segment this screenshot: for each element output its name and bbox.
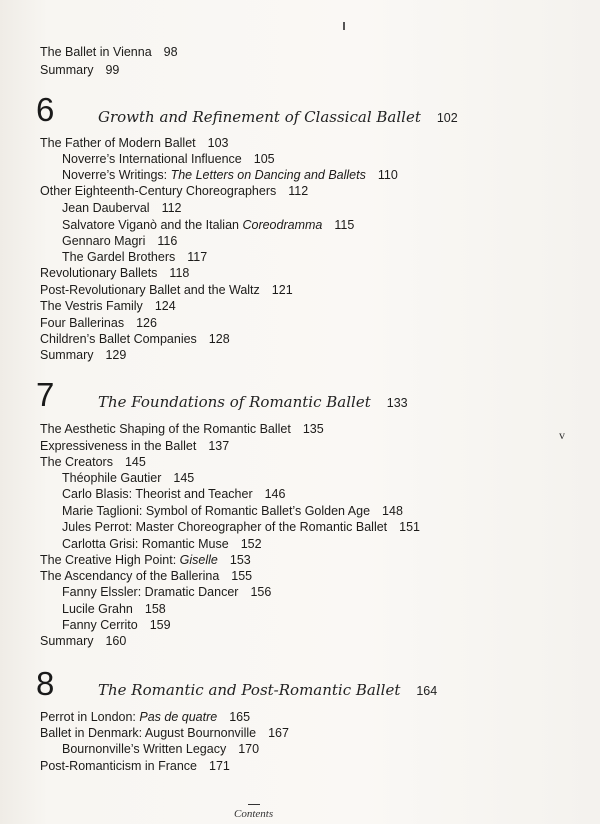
running-footer: Contents — [234, 808, 274, 820]
toc-subentry[interactable]: Noverre’s Writings: The Letters on Dancing and Ballets 110 — [62, 168, 398, 182]
binding-mark — [343, 22, 345, 30]
chapter-title[interactable]: The Romantic and Post-Romantic Ballet 164 — [98, 681, 438, 699]
toc-entry[interactable]: Post-Romanticism in France 171 — [40, 759, 230, 773]
toc-entry[interactable]: Perrot in London: Pas de quatre 165 — [40, 710, 251, 724]
toc-entry[interactable]: The Creative High Point: Giselle 153 — [40, 553, 251, 567]
toc-subentry[interactable]: The Gardel Brothers 117 — [62, 250, 208, 264]
footer-rule — [248, 804, 260, 805]
chapter-title[interactable]: The Foundations of Romantic Ballet 133 — [98, 393, 408, 411]
toc-entry[interactable]: The Vestris Family 124 — [40, 299, 176, 313]
toc-subentry[interactable]: Théophile Gautier 145 — [62, 471, 195, 485]
chapter-number: 6 — [36, 91, 55, 128]
toc-entry[interactable]: The Aesthetic Shaping of the Romantic Ballet 135 — [40, 422, 324, 436]
toc-subentry[interactable]: Lucile Grahn 158 — [62, 602, 166, 616]
toc-subentry[interactable]: Carlotta Grisi: Romantic Muse 152 — [62, 537, 262, 551]
toc-subentry[interactable]: Jules Perrot: Master Choreographer of the Romantic Ballet 151 — [62, 520, 421, 534]
toc-subentry[interactable]: Bournonville’s Written Legacy 170 — [62, 742, 260, 756]
toc-entry[interactable]: Post-Revolutionary Ballet and the Waltz 121 — [40, 283, 293, 297]
toc-subentry[interactable]: Fanny Elssler: Dramatic Dancer 156 — [62, 585, 272, 599]
toc-subentry[interactable]: Fanny Cerrito 159 — [62, 618, 171, 632]
toc-entry[interactable]: The Ascendancy of the Ballerina 155 — [40, 569, 253, 583]
toc-entry[interactable]: Children’s Ballet Companies 128 — [40, 332, 230, 346]
toc-entry[interactable]: Summary 160 — [40, 634, 127, 648]
toc-subentry[interactable]: Jean Dauberval 112 — [62, 201, 182, 215]
toc-entry[interactable]: Summary 99 — [40, 63, 120, 77]
toc-subentry[interactable]: Carlo Blasis: Theorist and Teacher 146 — [62, 487, 286, 501]
toc-subentry[interactable]: Noverre’s International Influence 105 — [62, 152, 275, 166]
toc-entry[interactable]: The Ballet in Vienna 98 — [40, 45, 178, 59]
toc-subentry[interactable]: Marie Taglioni: Symbol of Romantic Ballet’s Golden Age 148 — [62, 504, 403, 518]
toc-entry[interactable]: Revolutionary Ballets 118 — [40, 266, 190, 280]
chapter-title[interactable]: Growth and Refinement of Classical Ballet 102 — [98, 108, 458, 126]
toc-entry[interactable]: Other Eighteenth-Century Choreographers 112 — [40, 184, 309, 198]
margin-mark: v — [559, 428, 565, 442]
chapter-number: 8 — [36, 665, 55, 702]
toc-entry[interactable]: Expressiveness in the Ballet 137 — [40, 439, 230, 453]
toc-entry[interactable]: Four Ballerinas 126 — [40, 316, 157, 330]
toc-entry[interactable]: Ballet in Denmark: August Bournonville 167 — [40, 726, 289, 740]
toc-subentry[interactable]: Salvatore Viganò and the Italian Coreodramma 115 — [62, 218, 355, 232]
toc-entry[interactable]: The Father of Modern Ballet 103 — [40, 136, 229, 150]
toc-entry[interactable]: Summary 129 — [40, 348, 127, 362]
toc-entry[interactable]: The Creators 145 — [40, 455, 146, 469]
toc-subentry[interactable]: Gennaro Magri 116 — [62, 234, 178, 248]
chapter-number: 7 — [36, 376, 55, 413]
